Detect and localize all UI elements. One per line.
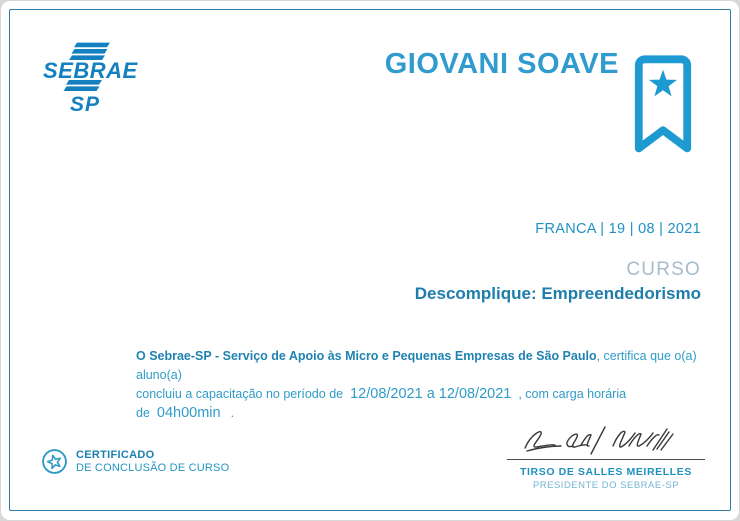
certificate-card [1,1,739,520]
badge-subtitle: DE CONCLUSÃO DE CURSO [76,462,230,474]
course-block [415,259,701,304]
signer-name: TIRSO DE SALLES MEIRELLES [520,466,692,478]
signature-handwriting [518,424,694,458]
body-line2-mid: , com carga horária de [136,387,627,420]
issue-date-line: FRANCA | 19 | 08 | 2021 [535,221,701,237]
student-name: GIOVANI SOAVE [384,48,619,80]
signature-block [507,424,705,491]
course-period-value: 12/08/2021 a 12/08/2021 [350,386,512,402]
body-line2-suffix: . [230,406,235,420]
certificate-body [136,347,709,423]
course-label: CURSO [626,259,701,280]
body-after-intro: , certifica que o(a) aluno(a) [136,349,697,382]
badge-title: CERTIFICADO [76,449,155,461]
workload-value: 04h00min [156,405,221,421]
completion-badge [41,448,229,475]
signature-line [507,459,705,460]
sebrae-sp-logo [43,39,145,115]
bookmark-ribbon-icon [631,47,695,165]
star-seal-icon [41,448,68,475]
logo-word: SEBRAE [43,58,138,83]
sebrae-logo-stripes-icon [43,39,145,115]
body-line2-prefix: concluiu a capacitação no período de [136,387,344,401]
course-title: Descomplique: Empreendedorismo [414,284,701,303]
logo-region: SP [70,93,101,115]
signer-title: PRESIDENTE DO SEBRAE-SP [532,480,680,491]
body-bold-intro: O Sebrae-SP - Serviço de Apoio às Micro e Pequenas Empresas de São Paulo [136,349,597,363]
